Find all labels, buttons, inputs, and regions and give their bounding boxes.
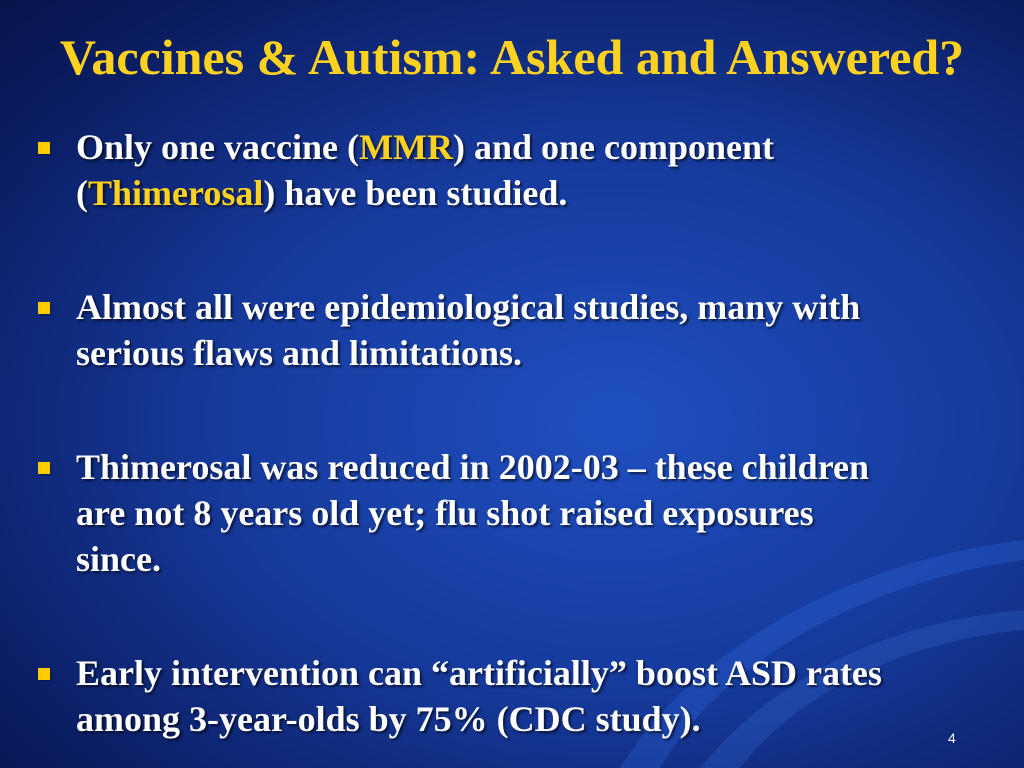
bullet-text: Thimerosal was reduced in 2002-03 – these children are not 8 years old yet; flu shot raised exposures since. [76, 447, 870, 579]
bullet-list [0, 124, 1024, 742]
bullet-item [0, 284, 1024, 376]
square-bullet-icon [38, 302, 50, 314]
square-bullet-icon [38, 668, 50, 680]
bullet-item [0, 650, 1024, 742]
bullet-text: Almost all were epidemiological studies, many with serious flaws and limitations. [76, 287, 861, 373]
square-bullet-icon [38, 142, 50, 154]
page-number: 4 [948, 730, 956, 746]
slide-title: Vaccines & Autism: Asked and Answered? [59, 29, 965, 85]
highlight-thimerosal: Thimerosal [88, 173, 264, 213]
bullet-text: Only one vaccine (MMR) and one component (Thimerosal) have been studied. [76, 127, 774, 213]
square-bullet-icon [38, 462, 50, 474]
bullet-text: Early intervention can “artificially” boost ASD rates among 3-year-olds by 75% (CDC study). [76, 653, 882, 739]
highlight-mmr: MMR [358, 127, 453, 167]
bullet-item [0, 124, 1024, 216]
bullet-item [0, 444, 1024, 582]
